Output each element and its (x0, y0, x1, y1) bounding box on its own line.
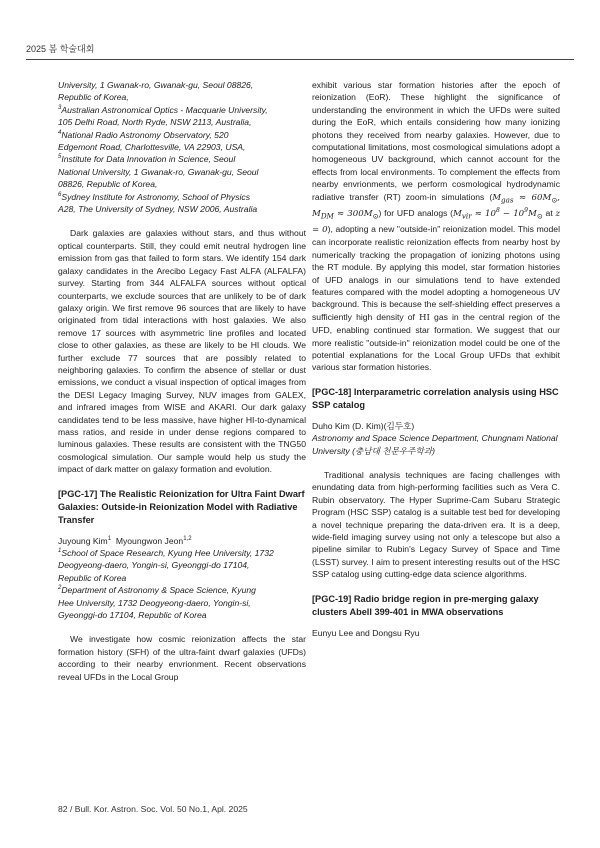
pgc19-authors: Eunyu Lee and Dongsu Ryu (312, 627, 420, 638)
spacer (312, 619, 560, 627)
affil-line-text: National Radio Astronomy Observatory, 520 (61, 129, 229, 140)
math-sub: vir (461, 211, 472, 221)
page-footer: 82 / Bull. Kor. Astron. Soc. Vol. 50 No.1, Apl. 2025 (58, 804, 248, 814)
spacer (58, 621, 306, 633)
affil-line-text: 08826, Republic of Korea, (58, 179, 158, 190)
affil-sup: 1 (58, 548, 62, 555)
spacer (58, 527, 306, 535)
affil-line (58, 584, 306, 596)
left-column (58, 79, 306, 683)
affil-sup: 5 (58, 154, 62, 161)
affil-line-text: National University, 1 Gwanak-ro, Gwanak-gu, Seoul (58, 166, 259, 177)
pgc17-title: [PGC-17] The Realistic Reionization for Ultra Faint Dwarf Galaxies: Outside-in Reionization Model with Radiative Transfer (58, 488, 305, 525)
affil-line (58, 559, 306, 571)
author-sup: 1,2 (183, 535, 192, 542)
header-rule (26, 59, 574, 60)
math-sub: DM (320, 211, 334, 221)
affil-line-text: Edgemont Road, Charlottesville, VA 22903, USA, (58, 142, 246, 153)
affil-line-text: Australian Astronomical Optics - Macquarie University, (61, 104, 268, 115)
math-text: M (453, 208, 462, 219)
math-text: ≈ 10 (471, 208, 496, 219)
running-header: 2025 봄 학술대회 (26, 44, 95, 54)
spacer (312, 412, 560, 420)
spacer (312, 581, 560, 593)
math-sup: 9 (524, 206, 528, 214)
pgc18-author: Duho Kim (D. Kim)(김두호) (312, 420, 415, 431)
pgc18-affiliation: Astronomy and Space Science Department, Chungnam National University (충남대 천문우주학과) (312, 433, 558, 456)
math-text: , M (312, 192, 560, 219)
body-text: ), adopting a new "outside-in" reionization model. This model can incorporate realistic reionization effects from nearby host by numerically tracking the propagation of ionizing photons using the RT module. By applying this model, star formation histories of UFD analogs in our simulations tend to have extended features compared with the model adopting a homogeneous UV background. This is because the self-shielding effect preserves a sufficiently high density of (312, 223, 560, 322)
pgc19-title: [PGC-19] Radio bridge region in pre-merging galaxy clusters Abell 399-401 in MWA observations (312, 593, 539, 617)
body-text: exhibit various star formation histories after the epoch of reionization (EoR). These highlight the significance of understanding the environment in which the UFDs were suited during the EoR, which entails considering how many ionizing photons they received from nearby galaxies. However, due to computational limitations, most cosmological simulations adopt a homogeneous UV background, which cannot account for the effects from local environments. To complement the effects from nearby envrionments, we perform cosmological hydrodynamic radiative transfer (RT) zoom-in simulations ( (312, 80, 560, 202)
math-text: M (492, 192, 502, 203)
pgc18-title: [PGC-18] Interparametric correlation analysis using HSC SSP catalog (312, 386, 559, 410)
affil-sup: 3 (58, 104, 62, 111)
affil-line-text: 105 Delhi Road, North Ryde, NSW 2113, Australia, (58, 117, 252, 128)
spacer (58, 476, 306, 488)
affil-line-text: Institute for Data Innovation in Science, Seoul (61, 154, 236, 165)
spacer (312, 374, 560, 386)
affil-line-text: Republic of Korea (58, 572, 127, 583)
math-text: ≈ 60M (513, 192, 552, 203)
spacer (58, 215, 306, 227)
math-sup: 8 (495, 206, 500, 214)
pgc17-abstract-start: We investigate how cosmic reionization affects the star formation history (SFH) of the ultra-faint dwarf galaxies (UFDs) according to their nearby envrionment. Recent observations reveal UFDs in the Local Group (58, 634, 306, 682)
affiliation-block (58, 79, 306, 215)
affil-line (58, 91, 306, 103)
affil-line (58, 178, 306, 190)
author-sup: 1 (107, 535, 112, 542)
pgc17-authors (58, 535, 306, 547)
affil-sup: 4 (58, 129, 62, 136)
body-text: at (542, 207, 556, 218)
math-redshift: z = 0 (312, 208, 560, 235)
math-hi: HI (419, 312, 430, 323)
affil-line (58, 79, 306, 91)
affil-sup: 6 (58, 191, 62, 198)
pgc17-abstract-continued (312, 79, 560, 374)
affil-line-text: Hee University, 1732 Deogyeong-daero, Yongin-si, (58, 597, 251, 608)
spacer (312, 457, 560, 469)
math-sub: ⊙ (536, 211, 543, 221)
affil-line (58, 609, 306, 621)
math-text: M (527, 208, 537, 219)
affil-line (58, 547, 306, 559)
affil-line (58, 129, 306, 141)
affil-line (58, 191, 306, 203)
author-name: Juyoung Kim (58, 535, 108, 546)
affil-line (58, 203, 306, 215)
affil-line (58, 116, 306, 128)
affil-line-text: Department of Astronomy & Space Science, Kyung (61, 585, 256, 596)
math-text: ≈ 300M (333, 208, 373, 219)
math-sub: ⊙ (372, 211, 379, 221)
affil-line (58, 104, 306, 116)
affil-line (58, 572, 306, 584)
affil-line-text: Sydney Institute for Astronomy, School of Physics (61, 191, 251, 202)
affil-line (58, 141, 306, 153)
affil-line (58, 166, 306, 178)
math-m-vir (453, 206, 543, 221)
affil-line-text: University, 1 Gwanak-ro, Gwanak-gu, Seoul 08826, (58, 80, 254, 90)
body-text: ) for UFD analogs ( (378, 207, 454, 218)
affil-line-text: A28, The University of Sydney, NSW 2006, Australia (58, 204, 258, 215)
body-text: gas in the central region of the UFD, enabling continued star formation. We suggest that our more realistic "outside-in" reionization model could be one of the potential explanations for the Local Group UFDs that exhibit various star formation histories. (312, 311, 560, 373)
math-sub: gas (501, 195, 514, 205)
math-sub: ⊙ (551, 195, 558, 205)
affil-line (58, 153, 306, 165)
affil-sup: 2 (58, 585, 62, 592)
abstract-paragraph: Dark galaxies are galaxies without stars, and thus without optical counterparts. Still, they could emit neutral hydrogen line emission from gas that failed to form stars. We identify 154 dark galaxy candidates in the Arecibo Legacy Fast ALFA (ALFALFA) survey. Starting from 344 ALFALFA sources without optical counterparts, we exclude sources that are unlikely to be of dark galaxy origin. We first remove 96 sources that are likely to have originated from tidal interactions with host galaxies. We also remove 17 sources with asymmetric line profiles and located close to other galaxies, as these are likely to be HI clouds. We further exclude 77 sources that are possibly related to neighboring galaxies. To confirm the absence of stellar or dust emissions, we conduct a visual inspection of optical images from the DESI Legacy Imaging Survey, NUV images from GALEX, and infrared images from WISE and AKARI. Our dark galaxy candidates tend to be less massive, have higher HI-to-dynamical mass ratios, and reside in under dense regions compared to luminous galaxies. These results are consistent with the TNG50 cosmological simulation. Our sample would help us study the impact of dark matter on galaxy formation and evolution. (58, 228, 306, 475)
affil-line-text: School of Space Research, Kyung Hee University, 1732 (61, 548, 274, 558)
right-column (312, 79, 560, 639)
pgc17-affiliations (58, 547, 306, 621)
affil-line (58, 597, 306, 609)
affil-line-text: Republic of Korea, (58, 92, 129, 103)
affil-line-text: Deogyeong-daero, Yongin-si, Gyeonggi-do 17104, (58, 560, 250, 571)
author-name: Myoungwon Jeon (115, 535, 184, 546)
pgc18-abstract: Traditional analysis techniques are facing challenges with enundating data from high-performing facilities such as Vera C. Rubin observatory. The Hyper Suprime-Cam Subaru Strategic Program (HSC SSP) catalog is a suitable test bed for developing a novel technique preparing the data-driven era. It is a deep, wide-field imaging survey using not only a telescope but also a pipeline similar to Rubin's Legacy Survey of Space and Time (LSST) survey. I aim to present interesting results out of the HSC SSP catalog using cutting-edge data science algorithms. (312, 470, 560, 580)
affil-line-text: Gyeonggi-do 17104, Republic of Korea (58, 610, 207, 621)
math-text: − 10 (499, 208, 525, 219)
